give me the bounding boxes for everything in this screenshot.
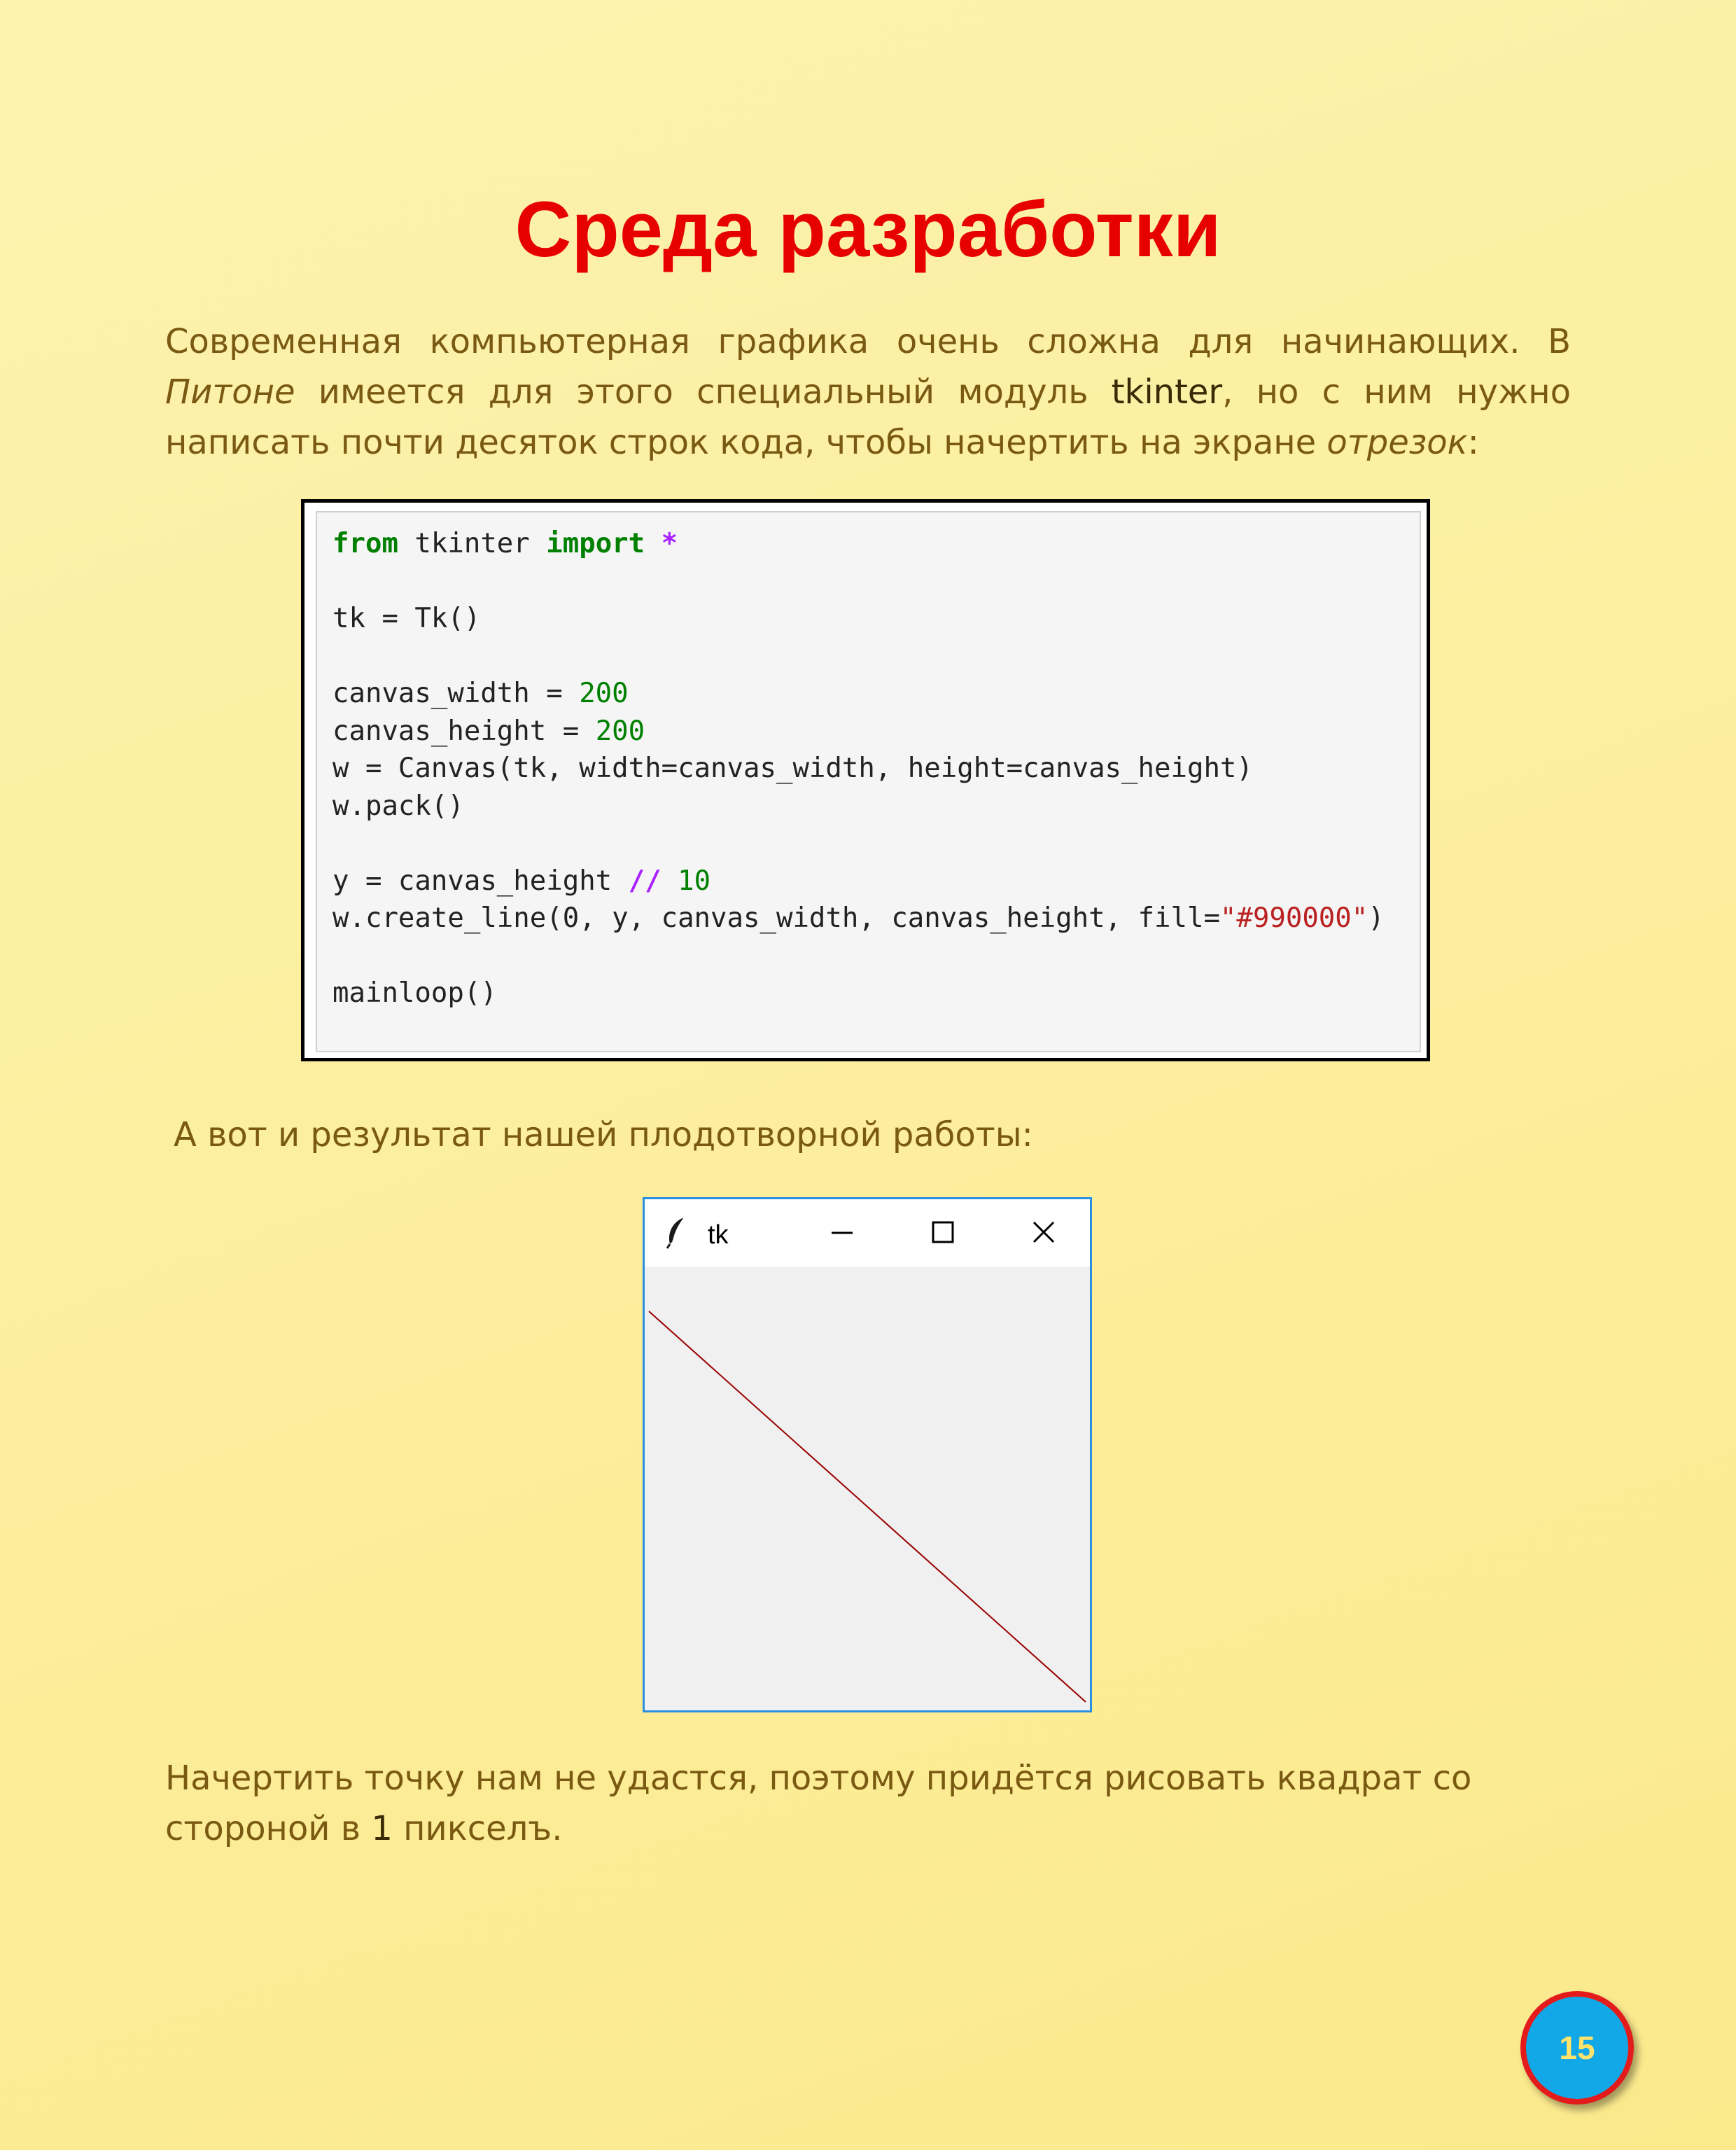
close-icon[interactable] [1023,1215,1065,1251]
feather-icon [663,1216,691,1252]
maximize-icon[interactable] [922,1215,964,1251]
intro-paragraph: Современная компьютерная графика очень сложна для начинающих. В Питоне имеется для этого специальный модуль tkinter, но с ним нужно написать почти десяток строк кода, чтобы начертить на экране отрезок: [165,322,1572,462]
code-block [301,499,1430,1061]
canvas-line [649,1311,1086,1702]
code-listing: from tkinter import * tk = Tk() canvas_width = 200 canvas_height = 200 w = Canvas(tk, width=canvas_width, height=canvas_height) w.pack() y = canvas_height // 10 w.create_line(0, y, canvas_width, canvas_height, fill="#990000") mainloop() [332,528,1385,1009]
tk-window-title: tk [708,1220,729,1250]
tk-window [643,1197,1092,1712]
page-title: Среда разработки [514,186,1222,273]
tk-canvas [645,1266,1090,1710]
page-number-badge: 15 [1520,1991,1634,2104]
result-caption: А вот и результат нашей плодотворной работы: [174,1115,1033,1154]
minimize-icon[interactable] [821,1215,863,1251]
tk-titlebar[interactable] [645,1199,1090,1266]
outro-paragraph: Начертить точку нам не удастся, поэтому придётся рисовать квадрат со стороной в 1 пикселъ. [165,1759,1472,1848]
